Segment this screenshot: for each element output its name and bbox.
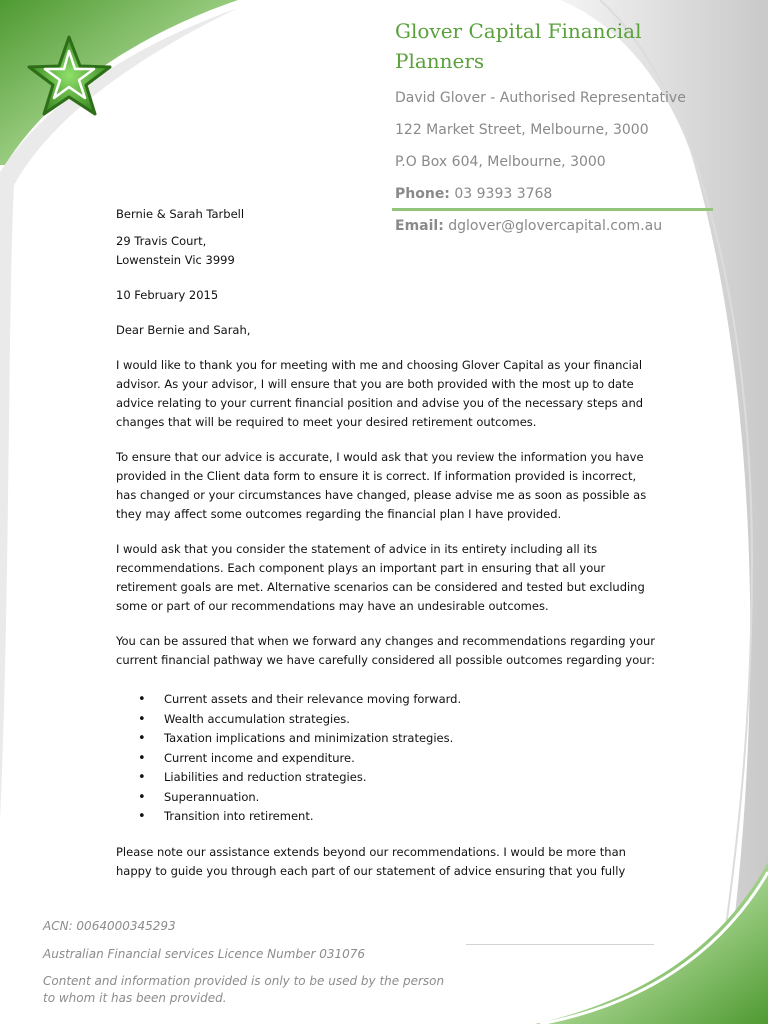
street-address-line: 122 Market Street, Melbourne, 3000 xyxy=(395,122,649,138)
list-item: • Current income and expenditure. xyxy=(138,749,656,769)
list-item: • Current assets and their relevance moving forward. xyxy=(138,690,656,710)
paragraph-2: To ensure that our advice is accurate, I would ask that you review the information you have provided in the Client data form to ensure it is correct. If information provided is incorrect, has changed or your circumstances have changed, please advise me as soon as possible as they may affect some outcomes regarding the financial plan I have provided. xyxy=(116,450,647,521)
po-box-line: P.O Box 604, Melbourne, 3000 xyxy=(395,154,606,170)
recipient-names: Bernie & Sarah Tarbell xyxy=(116,207,245,221)
phone-label: Phone: xyxy=(395,186,450,202)
footer-disclaimer: Content and information provided is only to be used by the person to whom it has been provided. xyxy=(43,974,445,1005)
letter-body xyxy=(116,205,656,881)
closing-paragraph: Please note our assistance extends beyond our recommendations. I would be more than happy to guide you through each part of our statement of advice ensuring that you fully xyxy=(116,844,626,878)
footer-acn: ACN: 0064000345293 xyxy=(43,919,176,933)
recipient-address-line1: 29 Travis Court, xyxy=(116,234,207,248)
salutation: Dear Bernie and Sarah, xyxy=(116,323,251,337)
phone-number: 03 9393 3768 xyxy=(454,186,553,202)
footer-licence: Australian Financial services Licence Number 031076 xyxy=(43,947,366,961)
paragraph-4: You can be assured that when we forward any changes and recommendations regarding your current financial pathway we have carefully considered all possible outcomes regarding your: xyxy=(116,634,656,667)
list-item: • Superannuation. xyxy=(138,788,656,808)
paragraph-3: I would ask that you consider the statement of advice in its entirety including all its recommendations. Each component plays an important part in ensuring that all your retirement goals are met. Alternative scenarios can be considered and tested but excluding some or part of our recommendations may have an undesirable outcomes. xyxy=(116,542,645,613)
list-item: • Wealth accumulation strategies. xyxy=(138,710,656,730)
bottom-right-green-curl xyxy=(535,862,768,1024)
footer-divider xyxy=(466,944,654,945)
company-name: Glover Capital Financial Planners xyxy=(395,19,642,73)
list-item: • Taxation implications and minimization strategies. xyxy=(138,729,656,749)
body-paragraphs xyxy=(116,356,656,881)
paragraph-1: I would like to thank you for meeting with me and choosing Glover Capital as your financial advisor. As your advisor, I will ensure that you are both provided with the most up to date advice relating to your current financial position and advise you of the necessary steps and changes that will be required to meet your desired retirement outcomes. xyxy=(116,358,644,429)
recipient-address-line2: Lowenstein Vic 3999 xyxy=(116,253,235,267)
outcome-bullet-list xyxy=(116,690,656,827)
list-item: • Transition into retirement. xyxy=(138,807,656,827)
email-address[interactable]: dglover@glovercapital.com.au xyxy=(448,218,663,234)
list-item: • Liabilities and reduction strategies. xyxy=(138,768,656,788)
email-label: Email: xyxy=(395,218,444,234)
letter-date: 10 February 2015 xyxy=(116,288,219,302)
representative-line: David Glover - Authorised Representative xyxy=(395,90,686,106)
